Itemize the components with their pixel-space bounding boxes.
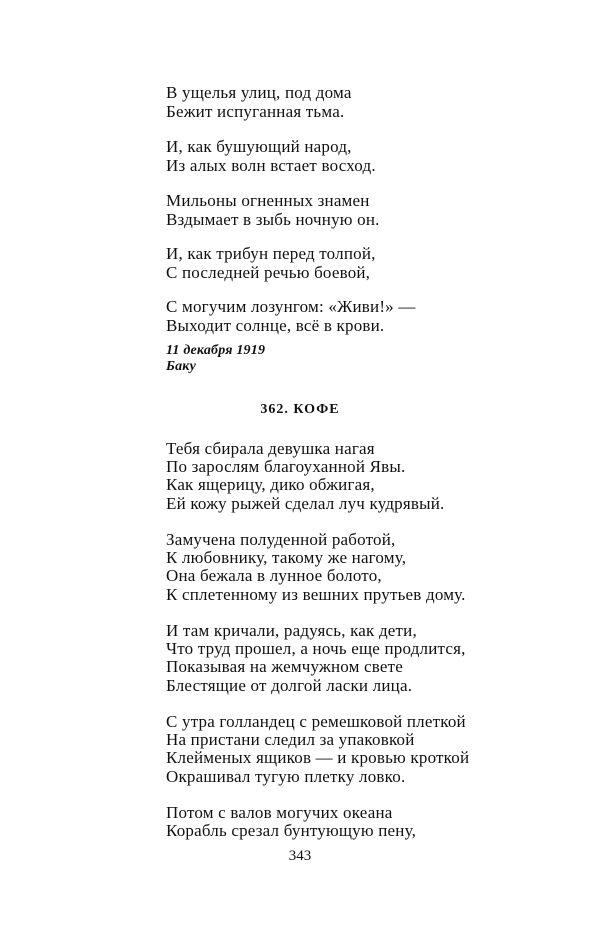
verse-line: Из алых волн встает восход. xyxy=(166,156,376,175)
page-number: 343 xyxy=(288,848,312,864)
verse-line: Корабль срезал бунтующую пену, xyxy=(166,821,417,840)
verse-line: По зарослям благоуханной Явы. xyxy=(166,457,406,476)
verse-line: Как ящерицу, дико обжигая, xyxy=(166,475,375,494)
verse-line: Что труд прошел, а ночь еще продлится, xyxy=(166,639,466,658)
poem-title: 362. КОФЕ xyxy=(260,402,340,417)
verse-line: Мильоны огненных знамен xyxy=(166,191,370,210)
verse-line: В ущелья улиц, под дома xyxy=(166,83,352,102)
verse-line: К сплетенному из вешних прутьев дому. xyxy=(166,585,466,604)
poem-date: 11 декабря 1919 xyxy=(166,343,266,358)
verse-line: К любовнику, такому же нагому, xyxy=(166,548,407,567)
verse-line: И, как бушующий народ, xyxy=(166,137,352,156)
verse-line: Потом с валов могучих океана xyxy=(166,803,393,822)
verse-line: Показывая на жемчужном свете xyxy=(166,657,404,676)
verse-line: С последней речью боевой, xyxy=(166,263,371,282)
verse-line: Ей кожу рыжей сделал луч кудрявый. xyxy=(166,494,445,513)
verse-line: Вздымает в зыбь ночную он. xyxy=(166,210,380,229)
verse-line: Окрашивал тугую плетку ловко. xyxy=(166,767,406,786)
verse-line: На пристани следил за упаковкой xyxy=(166,730,415,749)
verse-line: С утра голландец с ремешковой плеткой xyxy=(166,712,466,731)
verse-line: Замучена полуденной работой, xyxy=(166,530,396,549)
verse-line: Блестящие от долгой ласки лица. xyxy=(166,676,413,695)
poem-place: Баку xyxy=(166,359,197,374)
verse-line: Она бежала в лунное болото, xyxy=(166,566,382,585)
verse-line: И там кричали, радуясь, как дети, xyxy=(166,621,417,640)
verse-line: И, как трибун перед толпой, xyxy=(166,244,376,263)
verse-line: Выходит солнце, всё в крови. xyxy=(166,316,385,335)
verse-line: Клейменых ящиков — и кровью кроткой xyxy=(166,748,470,767)
verse-line: Тебя сбирала девушка нагая xyxy=(166,439,375,458)
verse-line: Бежит испуганная тьма. xyxy=(166,102,345,121)
verse-line: С могучим лозунгом: «Живи!» — xyxy=(166,297,416,316)
